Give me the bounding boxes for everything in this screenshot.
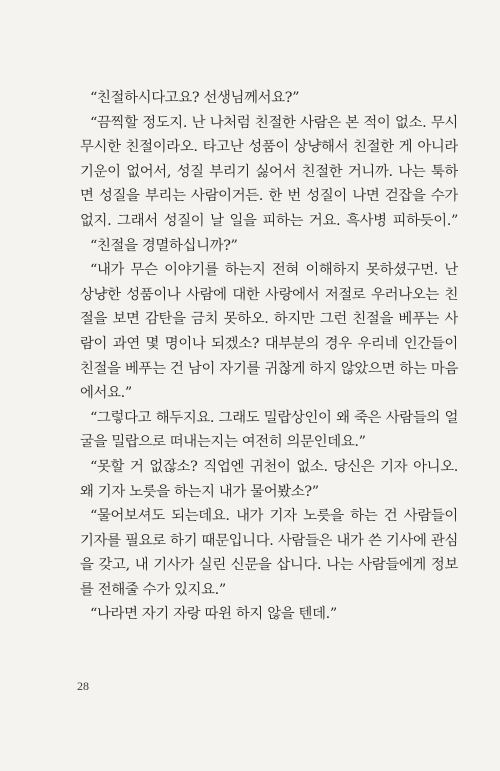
text-line: “내가 무슨 이야기를 하는지 전혀 이해하지 못하셨구먼. 난 (90, 262, 458, 279)
text-line: 에서요.” (80, 385, 132, 402)
body-text (80, 86, 458, 627)
text-line: 를 전해줄 수가 있지요.” (80, 581, 226, 598)
text-line: “친절을 경멸하십니까?” (90, 237, 238, 254)
text-line: 기자를 필요로 하기 때문입니다. 사람들은 내가 쓴 기사에 관심 (80, 532, 458, 549)
text-line: 상냥한 성품이나 사람에 대한 사랑에서 저절로 우러나오는 친 (80, 286, 458, 303)
text-line: “못할 거 없잖소? 직업엔 귀천이 없소. 당신은 기자 아니오. (90, 458, 458, 475)
page-number: 28 (77, 679, 89, 693)
text-line: 을 갖고, 내 기사가 실린 신문을 삽니다. 나는 사람들에게 정보 (80, 557, 458, 574)
text-line: 왜 기자 노릇을 하는지 내가 물어봤소?” (80, 483, 319, 500)
text-line: 면 성질을 부리는 사람이거든. 한 번 성질이 나면 걷잡을 수가 (80, 188, 458, 205)
text-line: “끔찍할 정도지. 난 나처럼 친절한 사람은 본 적이 없소. 무시 (90, 114, 458, 131)
text-line: 람이 과연 몇 명이나 되겠소? 대부분의 경우 우리네 인간들이 (80, 335, 458, 352)
text-line: 친절을 베푸는 건 남이 자기를 귀찮게 하지 않았으면 하는 마음 (80, 360, 458, 377)
text-line: 굴을 밀랍으로 떠내는지는 여전히 의문인데요.” (80, 434, 366, 451)
text-line: “물어보셔도 되는데요. 내가 기자 노릇을 하는 건 사람들이 (90, 508, 458, 525)
text-line: 무시한 친절이라오. 타고난 성품이 상냥해서 친절한 게 아니라 (80, 139, 458, 156)
text-line: 없지. 그래서 성질이 날 일을 피하는 거요. 흑사병 피하듯이.” (80, 212, 458, 229)
text-line: 절을 보면 감탄을 금치 못하오. 하지만 그런 친절을 베푸는 사 (80, 311, 458, 328)
text-line: 기운이 없어서, 성질 부리기 싫어서 친절한 거니까. 나는 툭하 (80, 163, 458, 180)
text-line: “친절하시다고요? 선생님께서요?” (90, 90, 300, 106)
text-line: “그렇다고 해두지요. 그래도 밀랍상인이 왜 죽은 사람들의 얼 (90, 409, 458, 426)
text-line: “나라면 자기 자랑 따윈 하지 않을 텐데.” (90, 606, 337, 623)
